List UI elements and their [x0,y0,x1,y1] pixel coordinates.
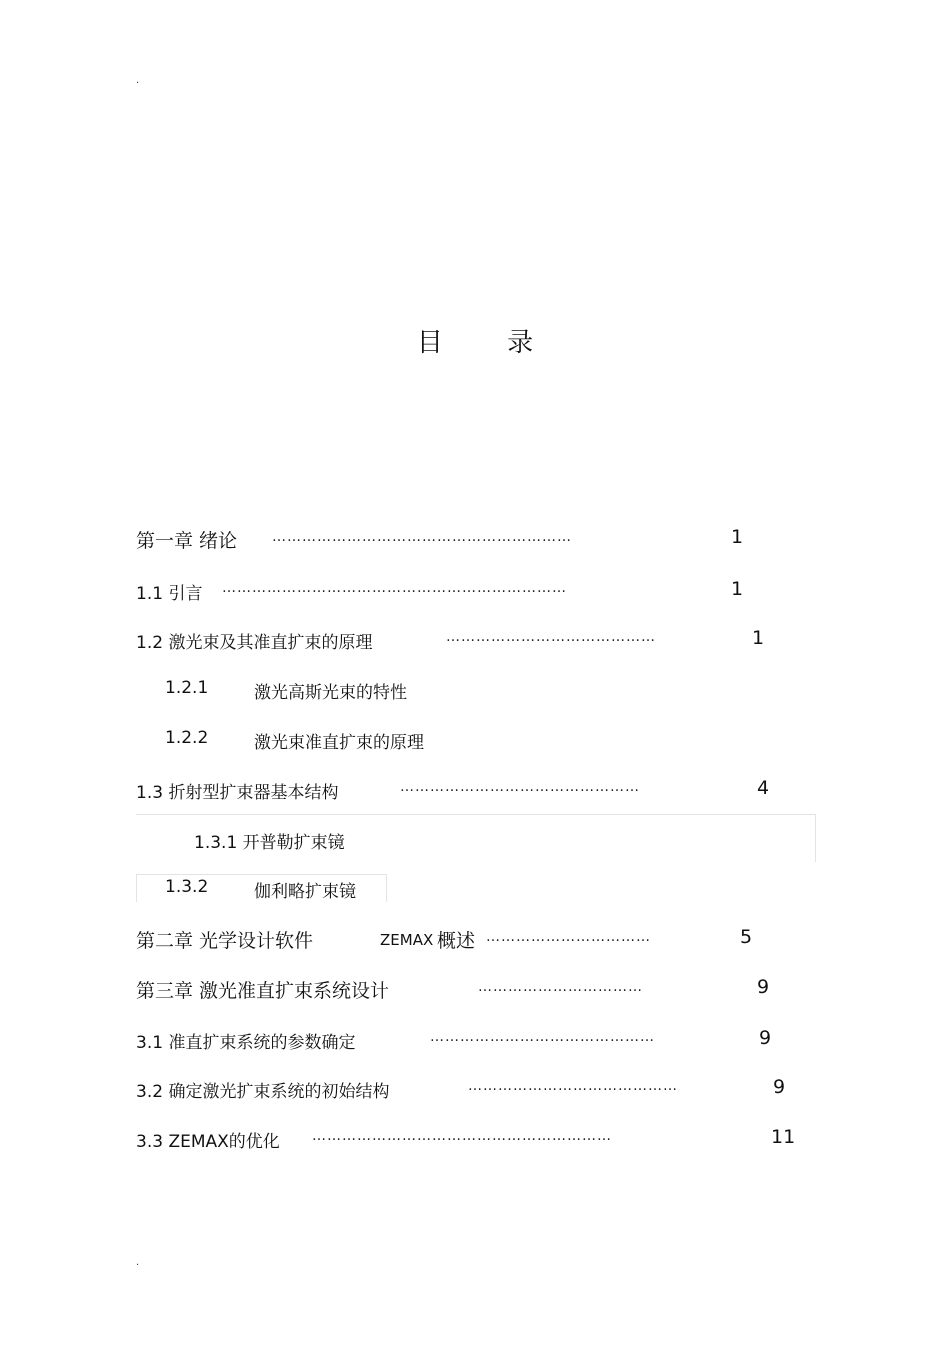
toc-entry-3-3[interactable] [0,1126,950,1156]
toc-entry-label: 3.1 准直扩束系统的参数确定 [136,1033,356,1053]
toc-entry-page: 9 [759,1027,772,1049]
toc-entry-label: 伽利略扩束镜 [254,882,356,902]
page-title: 目 录 [416,328,562,358]
toc-entry-label-software: ZEMAX [380,931,434,949]
toc-entry-page: 1 [731,578,744,600]
toc-entry-leader: ……………………………………… [430,1029,655,1045]
toc-entry-leader: …………………………………………………… [272,529,572,545]
toc-entry-number: 1.2.2 [165,728,209,748]
toc-entry-label: 3.3 ZEMAX的优化 [136,1132,280,1152]
toc-entry-label: 第一章 绪论 [136,530,238,552]
toc-entry-label: 第三章 激光准直扩束系统设计 [136,980,390,1002]
toc-entry-label: 1.1 引言 [136,584,203,604]
toc-entry-1-3[interactable] [0,777,950,807]
toc-entry-1-2-1[interactable] [0,677,950,707]
toc-entry-label: 激光束准直扩束的原理 [254,733,424,753]
toc-entry-page: 1 [731,526,744,548]
toc-entry-leader: …………………………………… [446,629,656,645]
toc-entry-1-2-2[interactable] [0,727,950,757]
toc-entry-leader: …………………………… [478,979,643,995]
toc-entry-label: 1.3.1 开普勒扩束镜 [194,833,345,853]
toc-entry-3-2[interactable] [0,1076,950,1106]
toc-entry-leader: …………………………… [486,929,651,945]
toc-entry-1-3-2[interactable] [0,876,950,906]
toc-entry-page: 5 [740,926,753,948]
toc-entry-1-3-1[interactable] [0,827,950,857]
toc-entry-label: 3.2 确定激光扩束系统的初始结构 [136,1082,390,1102]
toc-entry-leader: …………………………………… [468,1078,678,1094]
toc-entry-1-1[interactable] [0,578,950,608]
toc-entry-leader: …………………………………………………………… [222,580,567,596]
toc-entry-number: 1.3.2 [165,877,209,897]
toc-entry-label: 激光高斯光束的特性 [254,683,407,703]
toc-entry-label: 1.3 折射型扩束器基本结构 [136,783,339,803]
toc-entry-chapter-3[interactable] [0,976,950,1006]
toc-entry-label-tail: 概述 [437,930,476,952]
toc-entry-page: 4 [757,777,770,799]
toc-entry-leader: …………………………………………………… [312,1128,612,1144]
toc-entry-label: 第二章 光学设计软件 [136,930,314,952]
toc-entry-1-2[interactable] [0,627,950,657]
bottom-dot-mark: . [136,1257,140,1268]
toc-entry-chapter-1[interactable] [0,526,950,556]
frame-line-top [136,814,816,815]
toc-entry-leader: ………………………………………… [400,779,640,795]
toc-entry-page: 9 [773,1076,786,1098]
toc-entry-number: 1.2.1 [165,678,209,698]
toc-entry-page: 9 [757,976,770,998]
top-dot-mark: . [136,75,140,86]
frame-line-box-top [136,874,386,875]
toc-entry-page: 1 [752,627,765,649]
toc-entry-label: 1.2 激光束及其准直扩束的原理 [136,633,373,653]
toc-entry-page: 11 [771,1126,796,1148]
toc-entry-chapter-2[interactable] [0,926,950,956]
toc-entry-3-1[interactable] [0,1027,950,1057]
